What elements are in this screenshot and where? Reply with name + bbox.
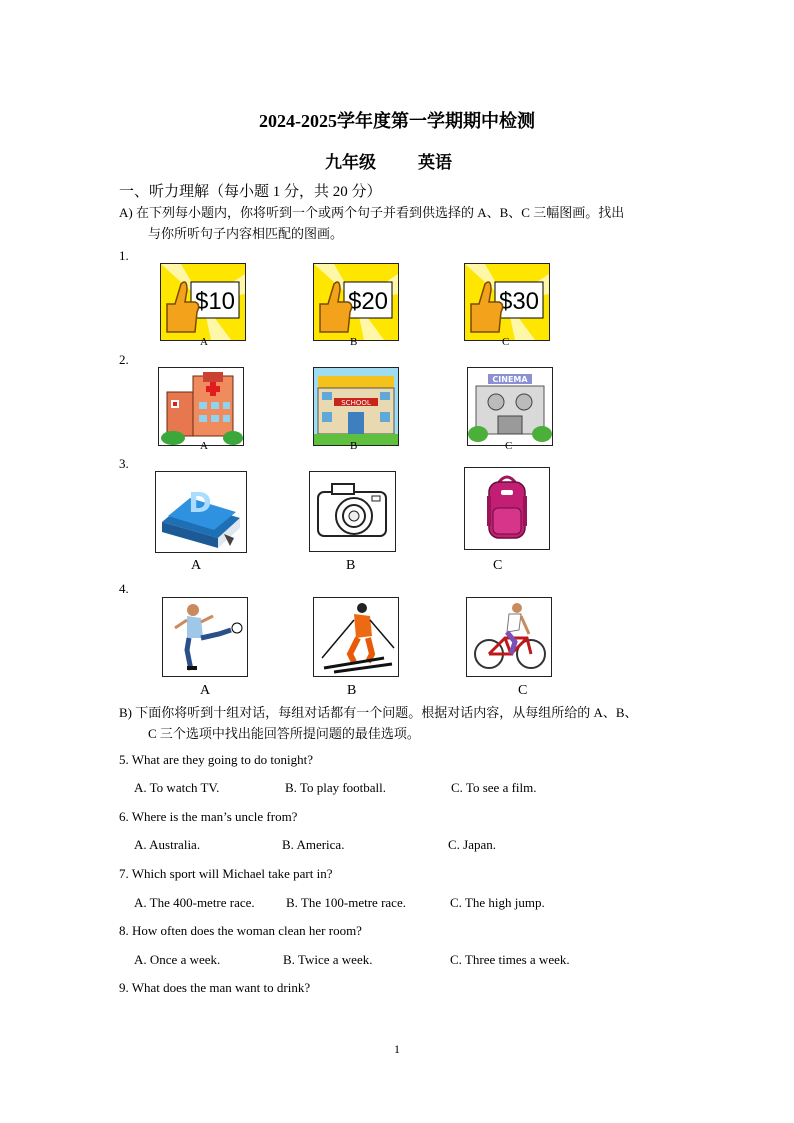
q3-option-b-image bbox=[309, 471, 396, 552]
price-text: $30 bbox=[498, 288, 540, 315]
option-a: A. To watch TV. bbox=[134, 780, 220, 795]
dictionary-icon bbox=[156, 472, 246, 552]
question-number: 2. bbox=[119, 352, 129, 367]
part-a-instruction-1: A) 在下列每小题内，你将听到一个或两个句子并看到供选择的 A、B、C 三幅图画。找出 bbox=[119, 205, 625, 220]
option-letter: B bbox=[347, 683, 357, 698]
dictionary-letter: D bbox=[188, 486, 212, 519]
option-b: B. Twice a week. bbox=[283, 952, 373, 967]
question-text: 5. What are they going to do tonight? bbox=[119, 752, 313, 767]
section-heading: 一、听力理解（每小题 1 分，共 20 分） bbox=[119, 184, 382, 200]
q2-option-b-image bbox=[313, 367, 399, 446]
option-letter: B bbox=[350, 440, 358, 452]
q3-option-c-image bbox=[464, 467, 550, 550]
school-icon bbox=[314, 368, 398, 445]
football-player-icon bbox=[163, 598, 247, 676]
option-b: B. The 100-metre race. bbox=[286, 895, 406, 910]
option-letter: A bbox=[200, 440, 208, 452]
q2-option-a-image bbox=[158, 367, 244, 446]
question-text: 6. Where is the man’s uncle from? bbox=[119, 809, 298, 824]
subject-label: 英语 bbox=[418, 153, 452, 172]
cinema-icon bbox=[468, 368, 552, 445]
camera-icon bbox=[310, 472, 395, 551]
question-number: 4. bbox=[119, 581, 129, 596]
option-letter: C bbox=[493, 558, 503, 573]
price-text: $10 bbox=[194, 288, 236, 315]
question-number: 1. bbox=[119, 248, 129, 263]
question-number: 3. bbox=[119, 456, 129, 471]
price-text: $20 bbox=[347, 288, 389, 315]
cyclist-icon bbox=[467, 598, 551, 676]
option-letter: C bbox=[505, 440, 513, 452]
option-letter: A bbox=[191, 558, 202, 573]
option-a: A. Once a week. bbox=[134, 952, 221, 967]
option-letter: A bbox=[200, 336, 208, 348]
question-text: 9. What does the man want to drink? bbox=[119, 980, 311, 995]
thumbs-up-price-icon bbox=[161, 264, 245, 340]
thumbs-up-price-icon bbox=[314, 264, 398, 340]
q1-option-a-image bbox=[160, 263, 246, 341]
thumbs-up-price-icon bbox=[465, 264, 549, 340]
q1-option-b-image bbox=[313, 263, 399, 341]
q4-option-a-image bbox=[162, 597, 248, 677]
q4-option-c-image bbox=[466, 597, 552, 677]
option-letter: B bbox=[350, 336, 358, 348]
skier-icon bbox=[314, 598, 398, 676]
backpack-icon bbox=[465, 468, 549, 549]
option-letter: C bbox=[502, 336, 510, 348]
hospital-icon bbox=[159, 368, 243, 445]
q3-option-a-image bbox=[155, 471, 247, 553]
part-b-instruction-2: C 三个选项中找出能回答所提问题的最佳选项。 bbox=[148, 726, 420, 741]
option-c: C. Japan. bbox=[448, 837, 497, 852]
option-a: A. Australia. bbox=[134, 837, 201, 852]
option-c: C. Three times a week. bbox=[450, 952, 570, 967]
q1-option-c-image bbox=[464, 263, 550, 341]
q2-option-c-image bbox=[467, 367, 553, 446]
option-c: C. The high jump. bbox=[450, 895, 545, 910]
option-a: A. The 400-metre race. bbox=[134, 895, 255, 910]
q4-option-b-image bbox=[313, 597, 399, 677]
part-b-instruction-1: B) 下面你将听到十组对话，每组对话都有一个问题。根据对话内容，从每组所给的 A、B、 bbox=[119, 705, 638, 720]
grade-label: 九年级 bbox=[325, 153, 376, 172]
page-title: 2024-2025学年度第一学期期中检测 bbox=[259, 111, 535, 131]
part-a-instruction-2: 与你所听句子内容相匹配的图画。 bbox=[148, 226, 344, 241]
option-c: C. To see a film. bbox=[451, 780, 537, 795]
cinema-sign-text: CINEMA bbox=[492, 375, 528, 384]
option-b: B. America. bbox=[282, 837, 345, 852]
option-b: B. To play football. bbox=[285, 780, 387, 795]
option-letter: A bbox=[200, 683, 211, 698]
question-text: 8. How often does the woman clean her room? bbox=[119, 923, 362, 938]
option-letter: B bbox=[346, 558, 356, 573]
school-sign-text: SCHOOL bbox=[341, 399, 371, 407]
option-letter: C bbox=[518, 683, 528, 698]
page-number: 1 bbox=[394, 1042, 400, 1056]
question-text: 7. Which sport will Michael take part in? bbox=[119, 866, 333, 881]
